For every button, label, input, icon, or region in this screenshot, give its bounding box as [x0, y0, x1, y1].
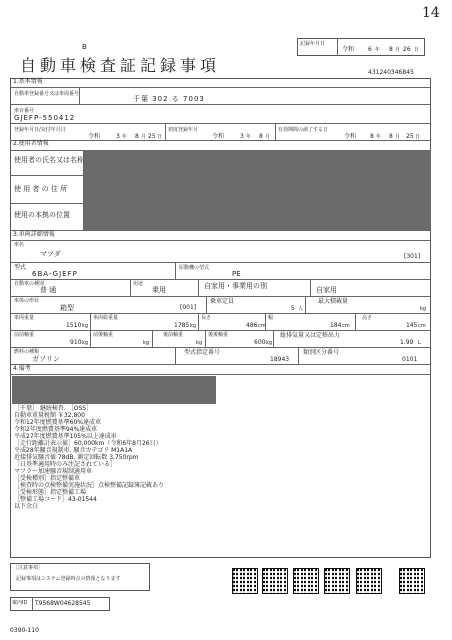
letter-b: B: [82, 43, 87, 51]
section2-heading: 2.使用者情報: [13, 140, 49, 147]
weight-value: 1510: [66, 322, 82, 329]
maker-label: 車名: [14, 242, 25, 248]
rr-axle-label: 後後軸重: [208, 332, 229, 338]
rr-axle-value: 600: [254, 339, 266, 346]
width-label: 幅: [268, 315, 274, 321]
weight-label: 車両重量: [14, 315, 35, 321]
qr-code-1: [232, 568, 258, 594]
qr-code-2: [262, 568, 288, 594]
chassis-label: 車台番号: [14, 108, 35, 114]
notice-heading: ［注意事項］: [13, 565, 44, 571]
expiry-label: 有効期間の満了する日: [278, 127, 329, 133]
width-value: 184: [330, 322, 342, 329]
maker-code: [301]: [404, 253, 421, 260]
rf-axle-label: 後前軸重: [163, 332, 184, 338]
qr-code-6: [399, 568, 425, 594]
redacted-notes: [12, 376, 216, 404]
reg-number-label: 自動車登録番号又は車両番号: [14, 91, 80, 97]
body-code: [001]: [180, 304, 197, 311]
section3-heading: 3.車両詳細情報: [13, 231, 55, 238]
ff-axle-value: 910: [70, 339, 82, 346]
type-designation-value: 18943: [270, 356, 290, 363]
user-address-label: 使 用 者 の 住 所: [14, 185, 68, 193]
kind-label: 自動車の種別: [14, 281, 45, 287]
engine-value: PE: [232, 270, 241, 278]
fr-axle-label: 前後軸重: [93, 332, 114, 338]
guidance-id-label: 案内ID: [12, 600, 28, 606]
qr-code-3: [293, 568, 319, 594]
base-location-label: 使用の本拠の位置: [14, 211, 70, 219]
first-reg-label: 初度登録年月: [168, 127, 199, 133]
private-value: 自家用: [316, 286, 337, 294]
fuel-label: 燃料の種類: [14, 349, 40, 355]
reg-date-label: 登録年月日/交付年月日: [14, 127, 66, 133]
chassis-value: GJEFP-550412: [14, 114, 76, 122]
gross-weight-label: 車両総重量: [93, 315, 119, 321]
reg-number-value: 千葉 302 る 7003: [133, 95, 205, 103]
capacity-value: 5: [291, 305, 295, 312]
displacement-value: 1.99: [400, 339, 414, 346]
remarks-text: ［千葉］ 継続検査. ［OSS］ 自動車重量税額 ￥32,800 令和12年度燃費基準60%達成車 令和2年度燃費基準94%達成車 平成27年度燃費基準105%以上達成車 ［走行距離計表示値］60,000km（令和6年8月26日） 平成28年騒音規制車. 騒音カテゴリ M1A1A 近接排気騒音値 78dB. 測定回転数 3,750rpm ［日基準適用時のみ注記されている］ マフラー加速騒音規制適用車 ［受検種別］指定整備車 ［検査時の点検整備実施状況］点検整備記録簿記載あり ［受検形態］指定整備工場 ［整備工場コード］43-01544 以下余白: [14, 405, 165, 510]
engine-label: 原動機の型式: [179, 265, 210, 271]
body-value: 箱型: [60, 304, 74, 312]
gross-weight-value: 1785: [174, 322, 190, 329]
ff-axle-label: 前前軸重: [14, 332, 35, 338]
notice-text: 記録事項はシステム登録時点の情報となります: [16, 576, 121, 582]
corner-mark: 14: [422, 5, 440, 21]
category-value: 0101: [402, 356, 418, 363]
body-label: 車体の形状: [14, 298, 40, 304]
category-label: 類別区分番号: [303, 349, 340, 356]
form-code: 0390-110: [10, 627, 39, 634]
type-designation-label: 型式指定番号: [184, 349, 221, 356]
use-label: 用途: [133, 281, 144, 287]
user-name-label: 使用者の氏名又は名称: [14, 156, 84, 164]
length-label: 長さ: [201, 315, 212, 321]
redacted-user-info: [84, 150, 431, 230]
max-load-label: 最大積載量: [318, 298, 349, 305]
qr-code-5: [356, 568, 382, 594]
qr-code-4: [324, 568, 350, 594]
guidance-id-value: T9568W04628545: [35, 600, 91, 607]
use-value: 乗用: [152, 286, 166, 294]
height-value: 145: [406, 322, 418, 329]
length-value: 486: [246, 322, 258, 329]
kind-value: 普 通: [40, 286, 57, 294]
capacity-label: 乗車定員: [210, 298, 235, 305]
page-title: 自動車検査証記録事項: [20, 56, 221, 75]
doc-number: 431240346845: [368, 69, 414, 76]
section1-heading: 1.基本情報: [13, 78, 43, 85]
model-value: 6BA-GJEFP: [32, 270, 78, 278]
fuel-value: ガソリン: [32, 355, 60, 363]
section4-heading: 4.備考: [13, 365, 31, 372]
maker-value: マツダ: [40, 250, 61, 258]
displacement-label: 総排気量又は定格出力: [280, 332, 341, 339]
height-label: 高さ: [362, 315, 373, 321]
private-label: 自家用・事業用の別: [204, 282, 267, 290]
model-label: 型式: [14, 264, 27, 271]
record-date-label: 記録年月日: [300, 41, 326, 47]
